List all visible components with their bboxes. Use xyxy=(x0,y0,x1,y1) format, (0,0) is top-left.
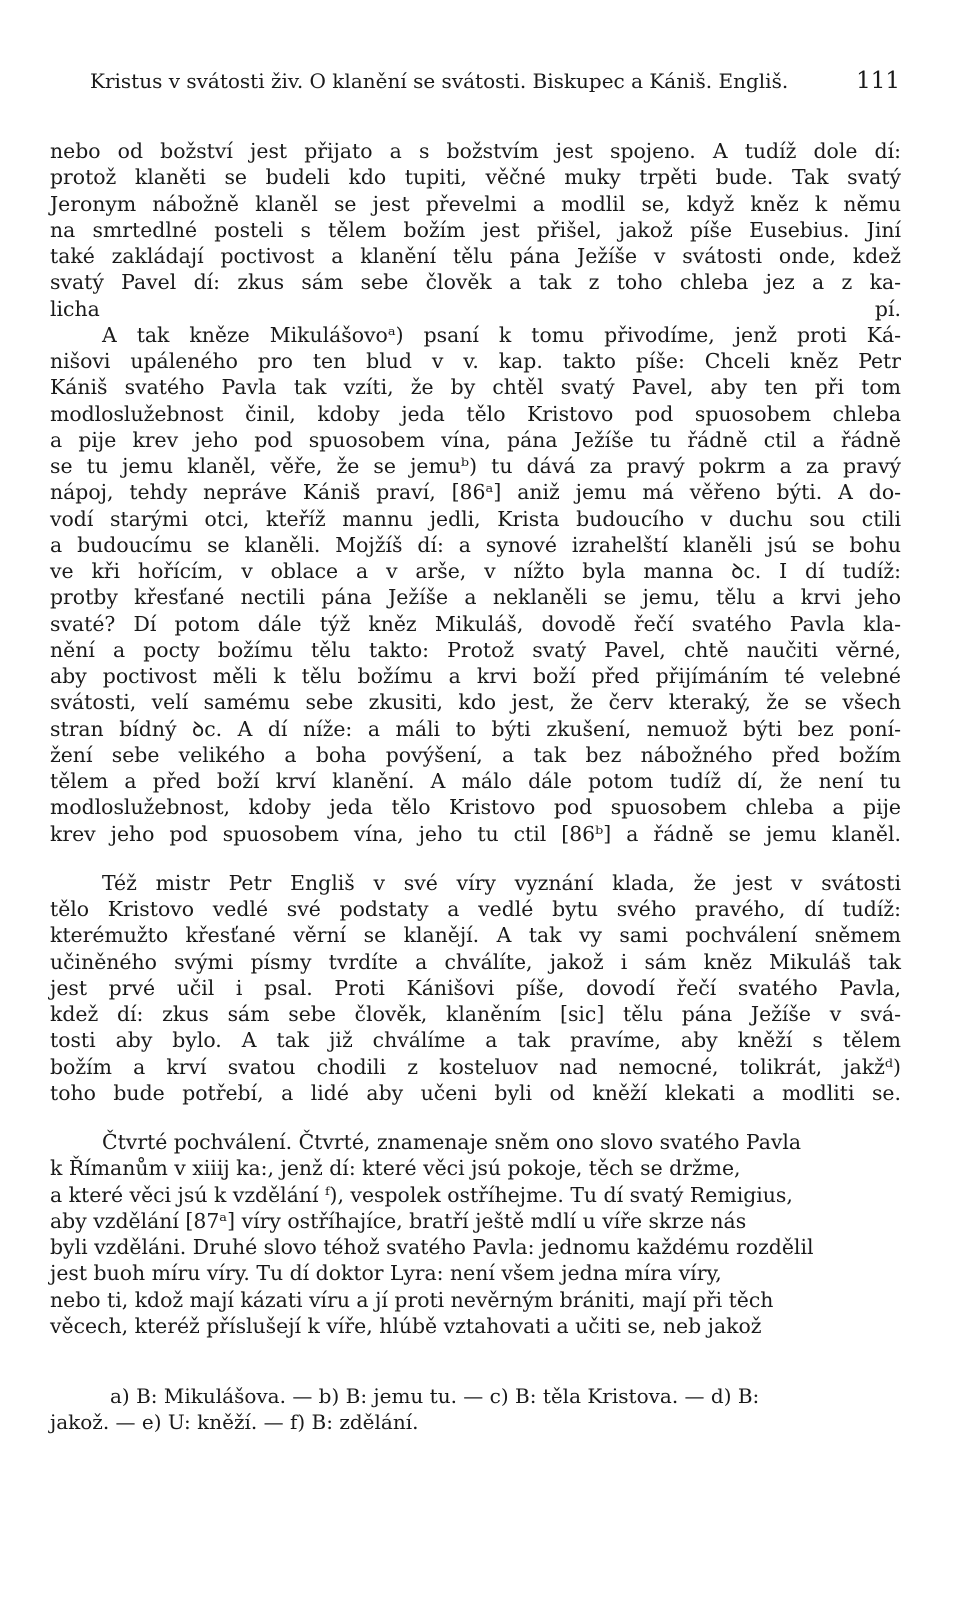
footnote-line: a) B: Mikulášova. — b) B: jemu tu. — c) B: těla Kristova. — d) B: jakož. — e) U: kněží. — f) B: zdělání. xyxy=(50,1384,760,1434)
paragraph: Též mistr Petr Engliš v své víry vyznání klada, že jest v svátosti tělo Kristovo vedlé své podstaty a vedlé bytu svého pravého, dí tudíž: kterémužto křesťané věrní se klanějí. A tak vy sami pochválení sněmem učiněného svými písmy tvrdíte a chválíte, jakož i sám kněz Mikuláš tak jest prvé učil i psal. Proti Kánišovi píše, dovodí řečí svatého Pavla, kdež dí: zkus sám sebe člověk, klaněním [sic] tělu pána Ježíše v svá- tosti aby bylo. A tak již chválíme a tak pravíme, aby kněží s tělem božím a krví svatou chodili z kosteluov nad nemocné, tolikrát, jakžᵈ) toho bude potřebí, a lidé aby učeni byli od kněží klekati a modliti se. xyxy=(50,870,901,1105)
paragraph: Čtvrté pochválení. Čtvrté, znamenaje sněm ono slovo svatého Pavla k Římanům v xiiij ka:, jenž dí: které věci jsú pokoje, těch se držme, a které věci jsú k vzdělání ᶠ), vespolek ostříhejme. Tu dí svatý Remigius, aby vzdělání [87ᵃ] víry ostříhajíce, bratří ještě mdlí u víře skrze nás byli vzděláni. Druhé slovo téhož svatého Pavla: jednomu každému rozdělil jest buoh míru víry. Tu dí doktor Lyra: není všem jedna míra víry, nebo ti, kdož mají kázati víru a jí proti nevěrným brániti, mají při těch věcech, kteréž příslušejí k víře, hlúbě vztahovati a učiti se, neb jakož xyxy=(50,1130,814,1338)
body-text xyxy=(50,138,901,1339)
page-number: 111 xyxy=(856,68,900,94)
paragraph: A tak kněze Mikulášovoᵃ) psaní k tomu přivodíme, jenž proti Ká- nišovi upáleného pro ten blud v v. kap. takto píše: Chceli kněz Petr Kániš svatého Pavla tak vzíti, že by chtěl svatý Pavel, aby ten při tom modloslužebnost činil, kdoby jeda tělo Kristovo pod spuosobem chleba a pije krev jeho pod spuosobem vína, pána Ježíše tu řádně ctil a řádně se tu jemu klaněl, věře, že se jemuᵇ) tu dává za pravý pokrm a za pravý nápoj, tehdy nepráve Kániš praví, [86ᵃ] aniž jemu má věřeno býti. A do- vodí starými otci, kteříž mannu jedli, Krista budoucího v duchu sou ctili a budoucímu se klaněli. Mojžíš dí: a synové izrahelští klaněli jsú se bohu ve kři hořícím, v oblace a v arše, v nížto byla manna ꝺc. I dí tudíž: protby křesťané nectili pána Ježíše a neklaněli se jemu, tělu a krvi jeho svaté? Dí potom dále týž kněz Mikuláš, dovodě řečí svatého Pavla kla- nění a pocty božímu tělu takto: Protož svatý Pavel, chtě naučiti věrné, aby poctivost měli k tělu božímu a krvi boží před přijímáním té velebné svátosti, velí samému sebe zkusiti, kdo jest, že červ kteraký, že se všech stran bídný ꝺc. A dí níže: a máli to býti zkušení, nemuož býti bez poní- žení sebe velikého a boha povýšení, a tak bez nábožného před božím tělem a před boží krví klanění. A málo dále potom tudíž dí, že není tu modloslužebnost, kdoby jeda tělo Kristovo pod spuosobem chleba a pije krev jeho pod spuosobem vína, jeho tu ctil [86ᵇ] a řádně se jemu klaněl. xyxy=(50,322,901,846)
page-header xyxy=(80,66,900,96)
paragraph-gap xyxy=(50,1106,901,1129)
footnotes xyxy=(50,1383,901,1435)
paragraph: nebo od božství jest přijato a s božstvím jest spojeno. A tudíž dole dí: protož klaněti se budeli kdo tupiti, věčné muky trpěti bude. Tak svatý Jeronym nábožně klaněl se jest převelmi a modlil se, když kněz k němu na smrtedlné posteli s tělem božím jest přišel, jakož píše Eusebius. Jiní také zakládají poctivost a klanění tělu pána Ježíše v svátosti onde, kdež svatý Pavel dí: zkus sám sebe člověk a tak z toho chleba jez a z ka- licha pí. xyxy=(50,139,901,321)
running-title: Kristus v svátosti živ. O klanění se svátosti. Biskupec a Kániš. Engliš. xyxy=(90,69,789,93)
paragraph-gap xyxy=(50,847,901,870)
